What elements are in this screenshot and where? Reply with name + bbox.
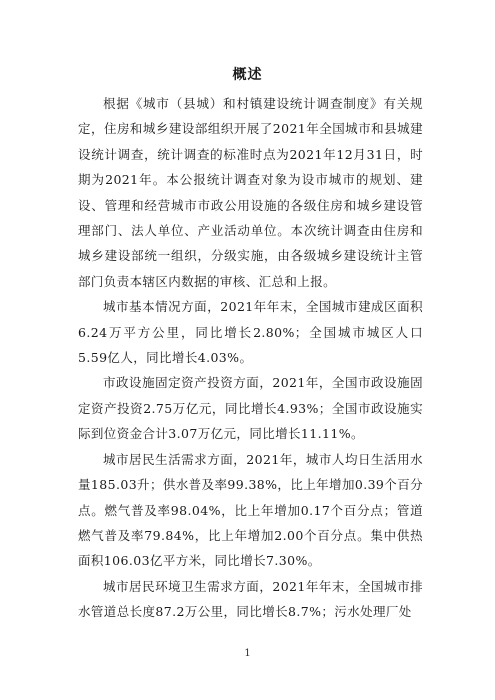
page-number: 1	[244, 648, 251, 659]
document-body	[78, 91, 423, 625]
document-title: 概述	[232, 67, 263, 83]
paragraph-resident-living-needs: 城市居民生活需求方面，2021年，城市人均日生活用水量185.03升；供水普及率99.38%，比上年增加0.39个百分点。燃气普及率98.04%，比上年增加0.17个百分点；管道燃气普及率79.84%，比上年增加2.00个百分点。集中供热面积106.03亿平方米，同比增长7.30%。	[78, 451, 423, 569]
paragraph-city-basics: 城市基本情况方面，2021年年末，全国城市建成区面积6.24万平方公里，同比增长2.80%；全国城市城区人口5.59亿人，同比增长4.03%。	[78, 299, 423, 366]
paragraph-overview: 根据《城市（县城）和村镇建设统计调查制度》有关规定，住房和城乡建设部组织开展了2021年全国城市和县城建设统计调查，统计调查的标准时点为2021年12月31日，时期为2021年。本公报统计调查对象为设市城市的规划、建设、管理和经营城市市政公用设施的各级住房和城乡建设管理部门、法人单位、产业活动单位。本次统计调查由住房和城乡建设部统一组织，分级实施，由各级城乡建设统计主管部门负责本辖区内数据的审核、汇总和上报。	[78, 96, 423, 289]
paragraph-environmental-sanitation: 城市居民环境卫生需求方面，2021年年末，全国城市排水管道总长度87.2万公里，同比增长8.7%；污水处理厂处	[78, 578, 423, 620]
paragraph-municipal-investment: 市政设施固定资产投资方面，2021年，全国市政设施固定资产投资2.75万亿元，同比增长4.93%；全国市政设施实际到位资金合计3.07万亿元，同比增长11.11%。	[78, 375, 423, 442]
